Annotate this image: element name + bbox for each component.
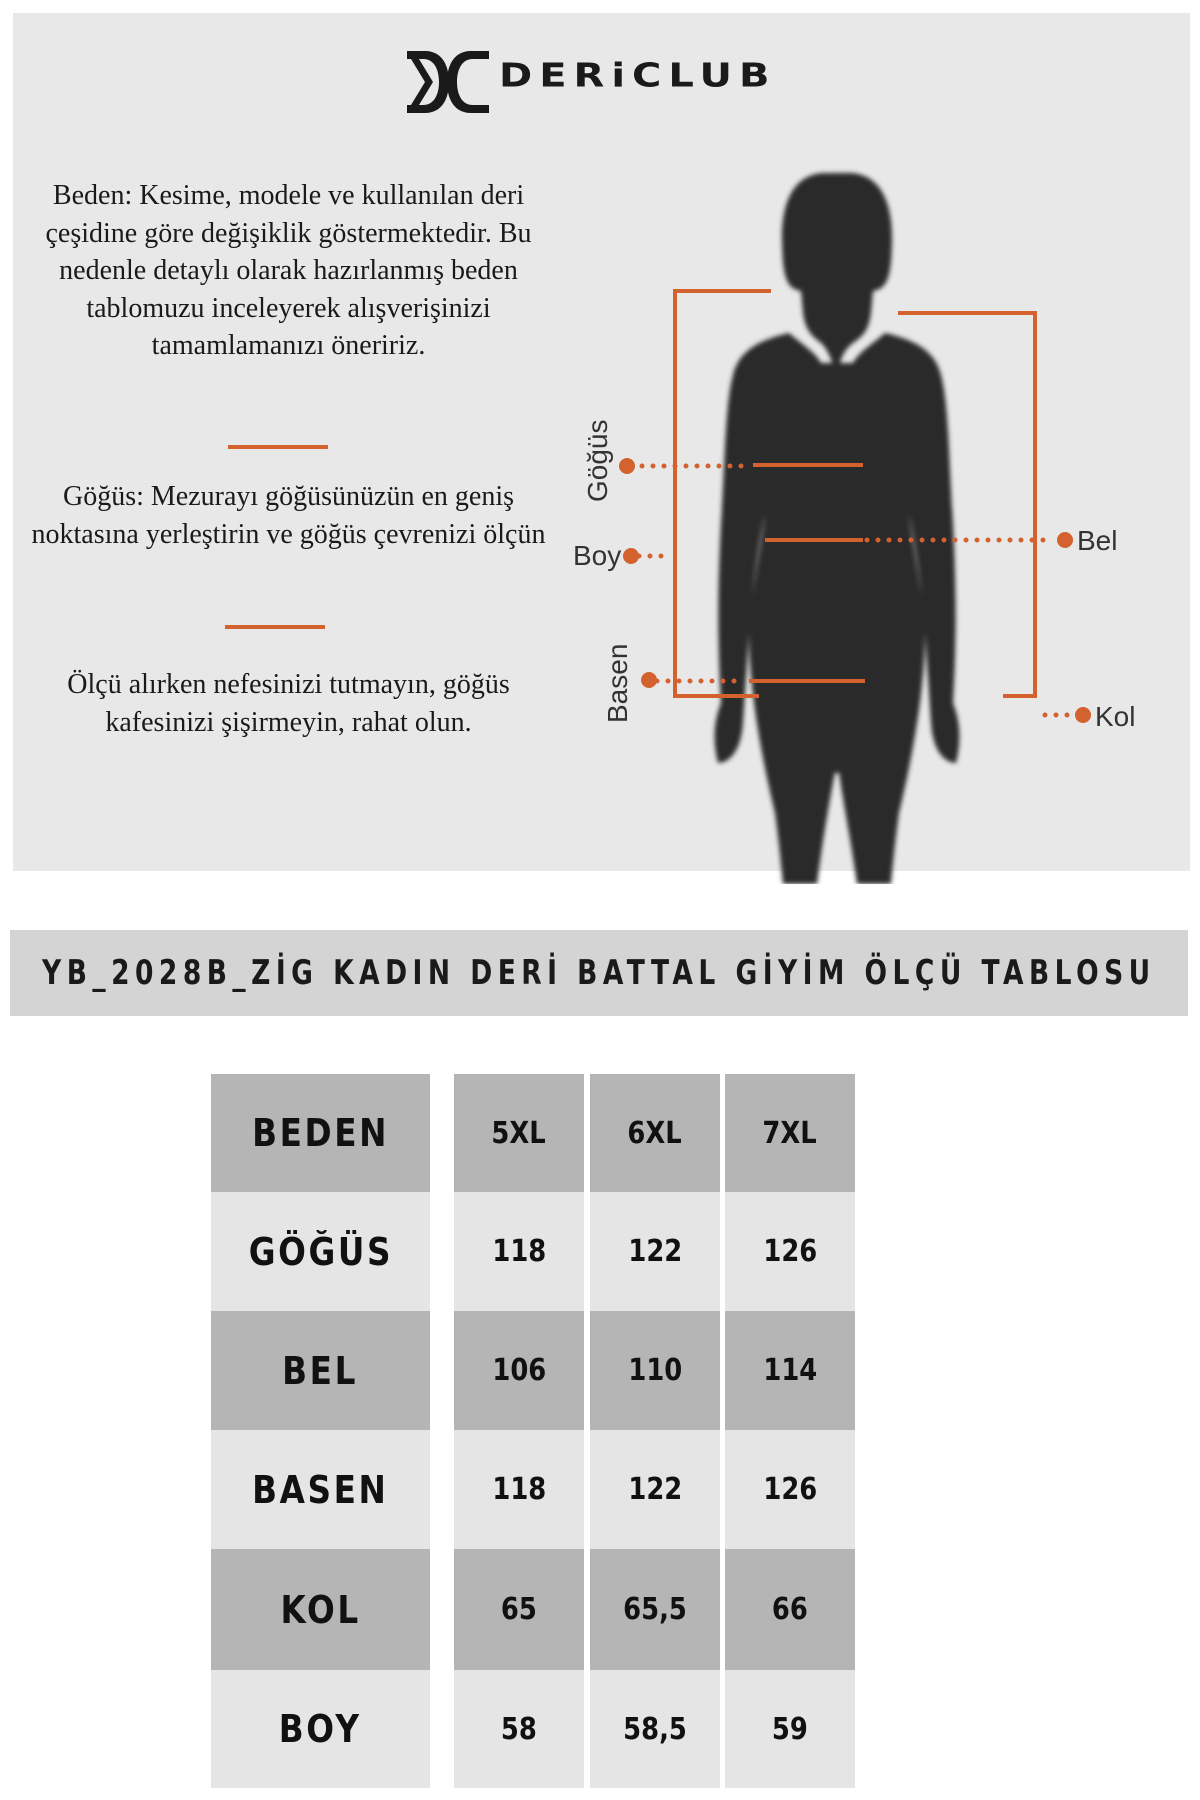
row-label-cell: [211, 1192, 430, 1311]
cell-value: 59: [772, 1711, 808, 1747]
label-boy: Boy: [573, 540, 622, 571]
cell-value: 65,5: [623, 1592, 687, 1627]
table-cell: [590, 1192, 720, 1311]
separator-1: [228, 445, 328, 449]
table-cell: [725, 1549, 855, 1670]
woman-silhouette: [715, 173, 960, 884]
measure-line-boy: [623, 548, 671, 564]
table-cell: [590, 1670, 720, 1788]
row-label-basen: BASEN: [252, 1467, 389, 1512]
label-kol: Kol: [1095, 701, 1136, 732]
label-gogus: Göğüs: [582, 419, 613, 502]
brand-logo-icon: [403, 47, 493, 117]
label-bel: Bel: [1077, 525, 1118, 556]
gogus-description: Göğüs: Mezurayı göğüsünüzün en geniş noktasına yerleştirin ve göğüs çevrenizi ölçün: [31, 481, 546, 550]
size-6xl: 6XL: [627, 1115, 683, 1151]
row-label-cell: [211, 1670, 430, 1788]
measure-line-kol: [1045, 707, 1091, 723]
table-cell: [725, 1670, 855, 1788]
brand-logo: [403, 43, 823, 123]
table-cell: [590, 1430, 720, 1549]
cell-value: 106: [492, 1353, 546, 1388]
olcu-description: Ölçü alırken nefesinizi tutmayın, göğüs kafesinizi şişirmeyin, rahat olun.: [67, 669, 510, 738]
table-cell: [454, 1670, 584, 1788]
cell-value: 118: [492, 1472, 546, 1507]
body-measurement-figure: [553, 163, 1193, 884]
cell-value: 122: [628, 1234, 682, 1269]
table-cell: [590, 1311, 720, 1430]
cell-value: 65: [501, 1592, 537, 1627]
size-5xl: 5XL: [491, 1115, 547, 1151]
table-cell: [454, 1192, 584, 1311]
header-label-cell: [211, 1074, 430, 1192]
table-cell: [590, 1549, 720, 1670]
beden-description: Beden: Kesime, modele ve kullanılan deri çeşidine göre değişiklik göstermektedir. Bu nedenle detaylı olarak hazırlanmış beden tablomuzu inceleyerek alışverişinizi tamamlamanızı öneririz.: [45, 180, 532, 361]
row-label-kol: KOL: [280, 1587, 361, 1632]
row-label-cell: [211, 1311, 430, 1430]
row-label-cell: [211, 1430, 430, 1549]
table-cell: [454, 1311, 584, 1430]
row-label-bel: BEL: [282, 1348, 359, 1393]
brand-name: DERiCLUB: [499, 57, 777, 95]
separator-2: [225, 625, 325, 629]
cell-value: 126: [763, 1472, 817, 1507]
cell-value: 58: [501, 1711, 537, 1747]
table-cell: [725, 1430, 855, 1549]
table-cell: [725, 1311, 855, 1430]
info-panel: [13, 13, 1190, 871]
table-cell: [725, 1192, 855, 1311]
table-title-bar: [10, 930, 1188, 1016]
cell-value: 58,5: [623, 1711, 687, 1747]
table-title: YB_2028B_ZİG KADIN DERİ BATTAL GİYİM ÖLÇÜ TABLOSU: [42, 953, 1156, 993]
cell-value: 66: [772, 1592, 808, 1627]
size-7xl: 7XL: [762, 1115, 818, 1151]
cell-value: 122: [628, 1472, 682, 1507]
table-cell: [454, 1430, 584, 1549]
table-cell: [454, 1549, 584, 1670]
header-label: BEDEN: [252, 1111, 389, 1155]
row-label-cell: [211, 1549, 430, 1670]
label-basen: Basen: [602, 643, 633, 723]
cell-value: 114: [763, 1353, 817, 1388]
cell-value: 126: [763, 1234, 817, 1269]
row-label-gogus: GÖĞÜS: [248, 1229, 393, 1274]
header-size-cell: [454, 1074, 584, 1192]
cell-value: 110: [628, 1353, 682, 1388]
row-label-boy: BOY: [279, 1707, 362, 1751]
cell-value: 118: [492, 1234, 546, 1269]
header-size-cell: [590, 1074, 720, 1192]
header-size-cell: [725, 1074, 855, 1192]
